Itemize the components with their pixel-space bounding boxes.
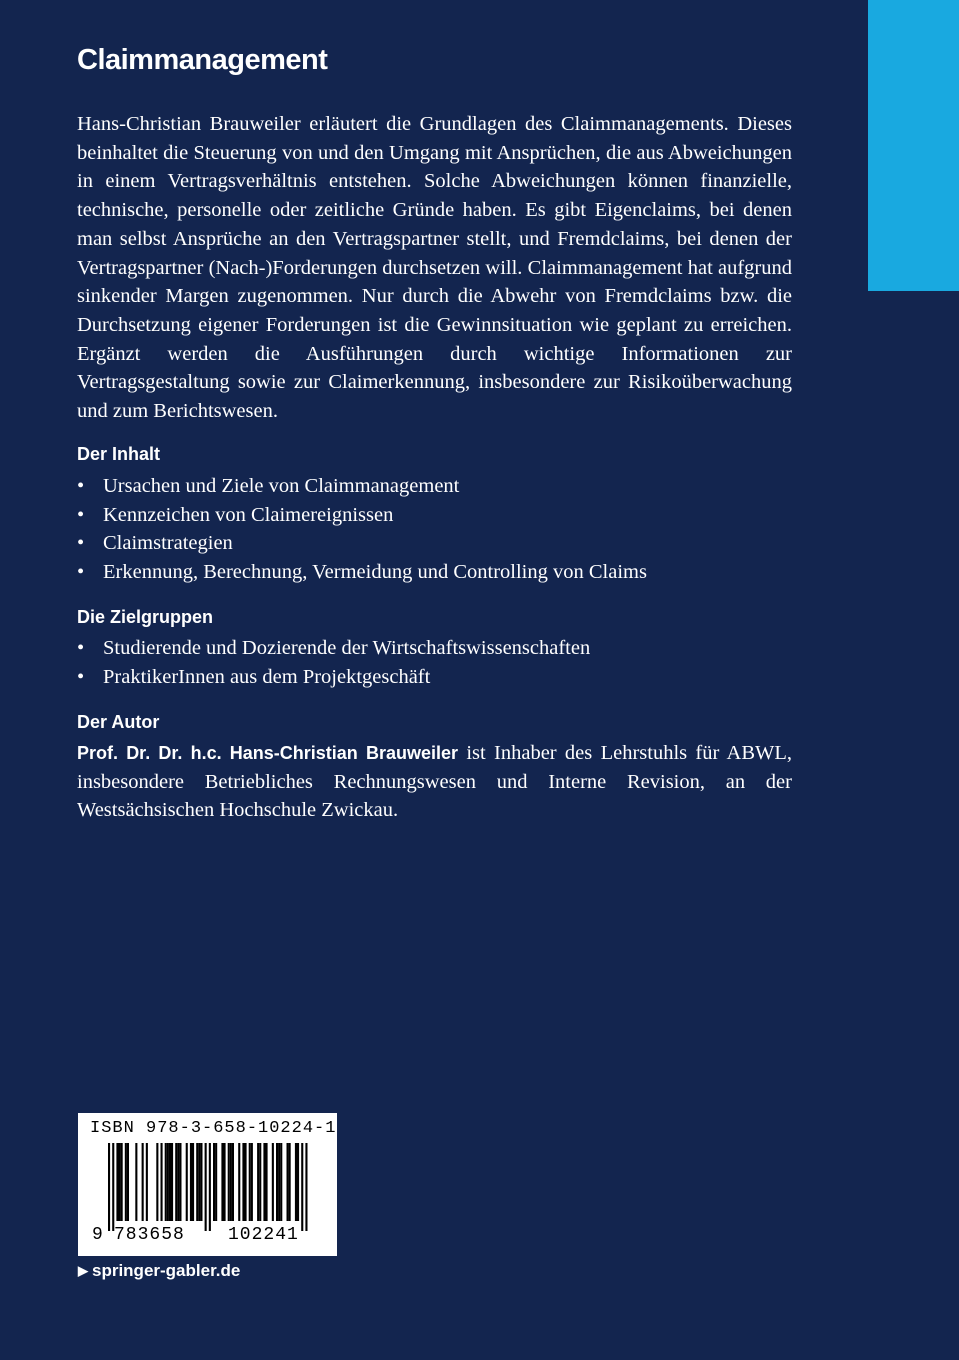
- triangle-arrow-icon: ▶: [78, 1263, 88, 1278]
- barcode-bar: [171, 1143, 173, 1221]
- list-item: • Studierende und Dozierende der Wirtschaftswissenschaften: [77, 634, 590, 663]
- bullet-icon: •: [77, 503, 85, 526]
- barcode-bar: [135, 1143, 137, 1221]
- barcode-bar: [125, 1143, 127, 1221]
- barcode-bar: [156, 1143, 158, 1221]
- barcode-bar: [177, 1143, 179, 1221]
- barcode-bar: [259, 1143, 261, 1221]
- barcode-bar: [121, 1143, 123, 1221]
- barcode-bar: [200, 1143, 202, 1221]
- barcode-bar: [190, 1143, 192, 1221]
- barcode-bar: [205, 1143, 207, 1231]
- list-item: • PraktikerInnen aus dem Projektgeschäft: [77, 663, 590, 692]
- contents-heading: Der Inhalt: [77, 444, 161, 464]
- barcode-bar: [146, 1143, 148, 1221]
- barcode-bar: [198, 1143, 200, 1221]
- barcode-bar: [116, 1143, 118, 1221]
- barcode-bars: [108, 1143, 308, 1235]
- list-item: • Claimstrategien: [77, 529, 647, 558]
- barcode-first-digit: 9: [92, 1225, 104, 1245]
- bullet-icon: •: [77, 532, 85, 555]
- barcode-bar: [213, 1143, 215, 1221]
- barcode-bar: [276, 1143, 278, 1221]
- bullet-icon: •: [77, 561, 85, 584]
- list-item: • Kennzeichen von Claimereignissen: [77, 501, 647, 530]
- isbn-label: ISBN 978-3-658-10224-1: [90, 1119, 337, 1138]
- barcode-bar: [263, 1143, 265, 1221]
- barcode-bar: [175, 1143, 177, 1221]
- barcode-bar: [287, 1143, 289, 1221]
- target-groups-list: [77, 634, 590, 691]
- barcode-bar: [142, 1143, 144, 1221]
- barcode-bar: [228, 1143, 230, 1221]
- barcode-bar: [295, 1143, 297, 1221]
- barcode-bar: [161, 1143, 163, 1221]
- barcode-bar: [297, 1143, 299, 1221]
- bullet-icon: •: [77, 665, 85, 688]
- bullet-icon: •: [77, 637, 85, 659]
- barcode-bar: [224, 1143, 226, 1221]
- barcode-bar: [238, 1143, 240, 1221]
- barcode-bar: [305, 1143, 307, 1231]
- list-item: • Erkennung, Berechnung, Vermeidung und Controlling von Claims: [77, 558, 647, 587]
- barcode-bar: [230, 1143, 232, 1221]
- list-item: • Ursachen und Ziele von Claimmanagement: [77, 472, 647, 501]
- barcode-bar: [289, 1143, 291, 1221]
- barcode-bar: [112, 1143, 114, 1231]
- barcode-bar: [257, 1143, 259, 1221]
- barcode-bar: [169, 1143, 171, 1221]
- barcode-bar: [192, 1143, 194, 1221]
- barcode-bar: [249, 1143, 251, 1221]
- author-heading: Der Autor: [77, 712, 160, 732]
- description-paragraph: Hans-Christian Brauweiler erläutert die Grundlagen des Claimmanagements. Dieses beinhaltet die Steuerung von und den Umgang mit Ansprüchen, die aus Abweichungen in einem Vertragsverhältnis entstehen. Solche Abweichungen können finanzielle, technische, personelle oder zeitliche Gründe haben. Es gibt Eigenclaims, bei denen man selbst Ansprüche an den Vertragspartner stellt, und Fremdclaims, bei denen der Vertragspartner (Nach-)Forderungen durchsetzen will. Claimmanagement hat aufgrund sinkender Margen zugenommen. Nur durch die Abwehr von Fremdclaims bzw. die Durchsetzung eigener Forderungen ist die Gewinnsituation wie geplant zu erreichen. Ergänzt werden die Ausführungen durch wichtige Informationen zur Vertragsgestaltung sowie zur Claimerkennung, insbesondere zur Risikoüberwachung und zum Berichtswesen.: [77, 113, 792, 423]
- publisher-link[interactable]: [78, 1261, 240, 1281]
- barcode-bar: [215, 1143, 217, 1221]
- barcode-bar: [301, 1143, 303, 1231]
- isbn-barcode: [78, 1113, 337, 1256]
- barcode-bar: [280, 1143, 282, 1221]
- barcode-bar: [221, 1143, 223, 1221]
- book-title: Claimmanagement: [77, 44, 328, 76]
- barcode-bar: [209, 1143, 211, 1231]
- author-description: ist Inhaber des Lehrstuhls für ABWL, insbesondere Betriebliches Rechnungswesen und Interne Revision, an der Westsächsischen Hochschule Zwickau.: [77, 742, 792, 822]
- author-bio: [77, 739, 792, 825]
- barcode-right-digits: 102241: [228, 1225, 299, 1245]
- barcode-bar: [167, 1143, 169, 1221]
- website-text: springer-gabler.de: [92, 1261, 241, 1280]
- barcode-bar: [179, 1143, 181, 1221]
- author-name: Prof. Dr. Dr. h.c. Hans-Christian Brauweiler: [77, 743, 459, 763]
- barcode-bar: [196, 1143, 198, 1221]
- target-groups-heading: Die Zielgruppen: [77, 607, 214, 627]
- barcode-bar: [108, 1143, 110, 1231]
- contents-list: [77, 472, 647, 587]
- accent-strip: [868, 0, 959, 291]
- barcode-bar: [127, 1143, 129, 1221]
- barcode-bar: [165, 1143, 167, 1221]
- barcode-bar: [278, 1143, 280, 1221]
- barcode-bar: [272, 1143, 274, 1221]
- barcode-bar: [186, 1143, 188, 1221]
- barcode-bar: [251, 1143, 253, 1221]
- bullet-icon: •: [77, 475, 85, 497]
- barcode-bar: [232, 1143, 234, 1221]
- barcode-bar: [242, 1143, 244, 1221]
- barcode-bar: [119, 1143, 121, 1221]
- barcode-bar: [266, 1143, 268, 1221]
- barcode-bar: [245, 1143, 247, 1221]
- barcode-left-digits: 783658: [114, 1225, 185, 1245]
